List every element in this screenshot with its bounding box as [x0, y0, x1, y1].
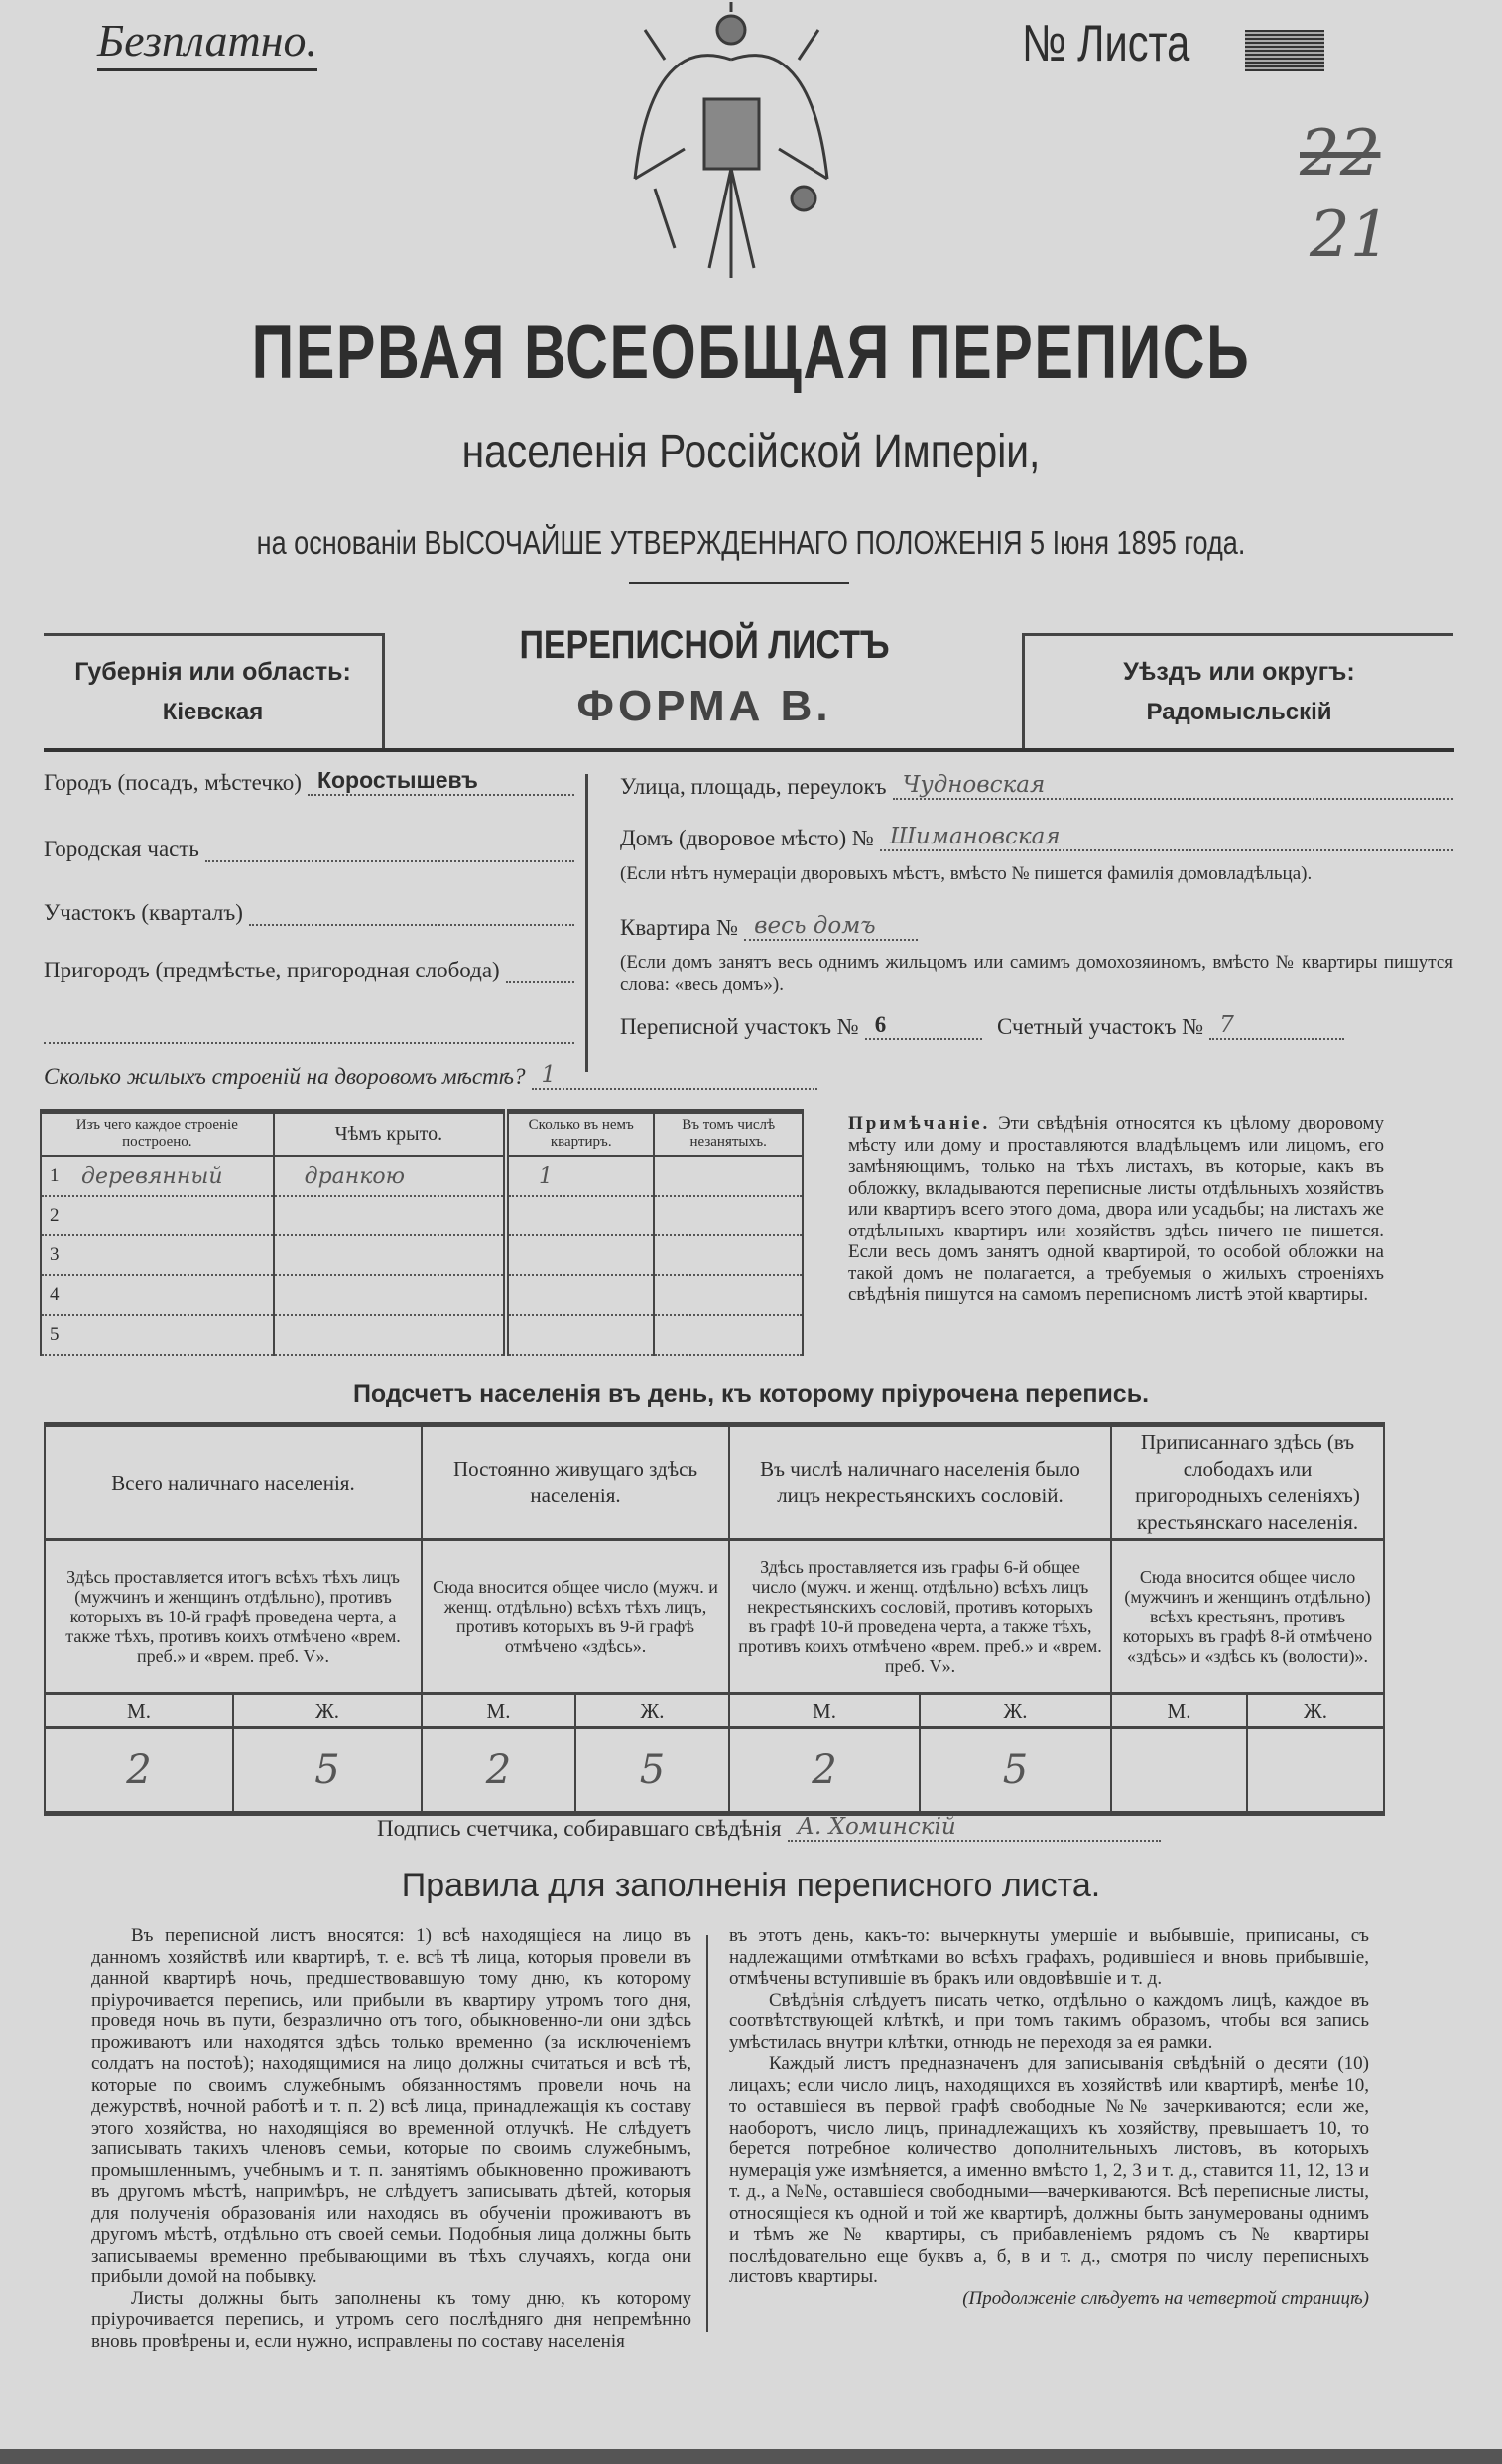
street-field[interactable] — [620, 774, 1453, 800]
building-material-value — [42, 1283, 81, 1308]
apartment-field[interactable] — [620, 915, 918, 941]
apartments-count[interactable] — [506, 1275, 654, 1315]
building-material[interactable] — [41, 1275, 274, 1315]
house-value: Шимановская — [889, 824, 1061, 849]
female-count[interactable] — [1247, 1728, 1384, 1814]
city-district-label: Городская часть — [44, 837, 199, 861]
rules-left-column — [91, 1925, 691, 2352]
male-count[interactable] — [1111, 1728, 1247, 1814]
rules-paragraph: Въ переписной листъ вносятся: 1) всѣ находящіеся на лицо въ данномъ хозяйствѣ или квартирѣ, т. е. всѣ тѣ лица, которыя провели въ данной квартирѣ ночь, предшествовавшую тому дню, къ которому пріурочивается перепись, или прибыли въ квартиру утромъ того дня, проведя ночь въ пути, безразлично отъ того, обыкновенно-ли они здѣсь проживаютъ или находятся здѣсь только временно (за исключеніемъ солдатъ на постоѣ); находящимися на лицо должны считаться и всѣ тѣ, которые по своимъ служебнымъ обязанностямъ провели ночь на дежурствѣ, ночной работѣ и т. п. 2) всѣ лица, принадлежащія къ составу этого хозяйства, но находящіяся во временной отлучкѣ. Не слѣдуетъ записывать такихъ членовъ семьи, которые по своимъ служебнымъ, промышленнымъ, учебнымъ и т. п. занятіямъ обыкновенно проживаютъ въ другомъ мѣстѣ, напримѣръ, не слѣдуетъ записывать дѣтей, которыя для полученія образованія или находясь въ обученіи проживаютъ въ другомъ мѣстѣ, отдѣльно отъ своей семьи. Подобныя лица должны быть записываемы временно пребывающими въ тѣхъ случаяхъ, когда они прибыли домой на побывку. — [91, 1925, 691, 2287]
row-number: 3 — [50, 1243, 60, 1265]
building-material[interactable] — [41, 1315, 274, 1355]
female-header: Ж. — [920, 1694, 1111, 1728]
city-value: Коростышевъ — [316, 767, 478, 793]
gubernia-box — [44, 633, 385, 748]
male-header: М. — [729, 1694, 920, 1728]
imperial-eagle-emblem — [605, 0, 858, 288]
building-material[interactable] — [41, 1156, 274, 1196]
male-header: М. — [45, 1694, 233, 1728]
street-value: Чудновская — [902, 772, 1046, 798]
sheet-number-value: 21 — [1310, 198, 1391, 272]
house-note: (Если нѣтъ нумераціи дворовыхъ мѣстъ, вмѣсто № пишется фамилія домовладѣльца). — [620, 863, 1313, 884]
vacant-count-value — [655, 1283, 685, 1308]
buildings-table — [40, 1109, 804, 1356]
signature-value: А. Хоминскій — [797, 1814, 956, 1840]
group-header: Въ числѣ наличнаго населенія было лицъ некрестьянскихъ сословій. — [729, 1425, 1111, 1540]
row-number: 5 — [50, 1323, 60, 1345]
group-header: Всего наличнаго населенія. — [45, 1425, 422, 1540]
free-of-charge-label: Безплатно. — [97, 14, 317, 71]
building-material[interactable] — [41, 1235, 274, 1275]
building-material[interactable] — [41, 1196, 274, 1235]
rules-paragraph: Свѣдѣнія слѣдуетъ писать четко, отдѣльно о каждомъ лицѣ, каждое въ соотвѣтствующей клѣткѣ, и при томъ такимъ образомъ, чтобы вся запись умѣстилась внутри клѣтки, отнюдь не переходя за ея рамки. — [729, 1989, 1369, 2053]
apartment-label: Квартира № — [620, 915, 739, 940]
male-header: М. — [422, 1694, 575, 1728]
apartment-note: (Если домъ занятъ весь однимъ жильцомъ или самимъ домохозяиномъ, вмѣсто № квартиры пишутся слова: «весь домъ»). — [620, 952, 1453, 995]
group-description: Сюда вносится общее число (мужчинъ и женщинъ отдѣльно) всѣхъ крестьянъ, противъ которыхъ въ графѣ 8-й отмѣчено «здѣсь» и «здѣсь къ (волости)». — [1111, 1540, 1384, 1694]
female-count[interactable]: 5 — [233, 1728, 422, 1814]
rules-paragraph: въ этотъ день, какъ-то: вычеркнуты умершіе и выбывшіе, приписаны, съ надлежащими отмѣтками во всѣхъ графахъ, родившіеся и вновь прибывшіе, отмѣчены вступившіе въ бракъ или овдовѣвшіе и т. д. — [729, 1925, 1369, 1989]
uezd-box — [1022, 633, 1453, 748]
gubernia-label: Губернія или область: — [74, 658, 351, 686]
vacant-count[interactable] — [654, 1235, 803, 1275]
apartments-count-value — [509, 1204, 539, 1229]
divider — [629, 582, 849, 584]
roof-material-value — [275, 1323, 305, 1348]
census-district-value: 6 — [874, 1012, 887, 1037]
count-district-label: Счетный участокъ № — [997, 1014, 1204, 1039]
vacant-count[interactable] — [654, 1156, 803, 1196]
building-material-value: деревянный — [81, 1163, 223, 1189]
roof-material[interactable] — [274, 1196, 506, 1235]
sheet-number-struck: 22 — [1300, 117, 1381, 191]
column-header: Въ томъ числѣ незанятыхъ. — [654, 1112, 803, 1156]
census-basis: на основаніи ВЫСОЧАЙШЕ УТВЕРЖДЕННАГО ПОЛОЖЕНІЯ 5 Іюня 1895 года. — [256, 524, 1246, 561]
group-header: Постоянно живущаго здѣсь населенія. — [422, 1425, 729, 1540]
apartments-count-value: 1 — [539, 1163, 553, 1189]
page-edge — [0, 2449, 1502, 2464]
rules-title: Правила для заполненія переписного листа. — [401, 1867, 1101, 1904]
quarter-field[interactable] — [44, 900, 574, 926]
house-field[interactable] — [620, 826, 1453, 851]
row-number: 2 — [50, 1204, 60, 1226]
group-header: Приписаннаго здѣсь (въ слободахъ или пригородныхъ селеніяхъ) крестьянскаго населенія. — [1111, 1425, 1384, 1540]
divider — [706, 1935, 708, 2332]
uezd-label: Уѣздъ или округъ: — [1123, 658, 1355, 686]
city-district-field[interactable] — [44, 837, 574, 862]
note-text: Эти свѣдѣнія относятся къ цѣлому дворовому мѣсту или дому и проставляются владѣльцемъ или лицомъ, его замѣняющимъ, только на тѣхъ листахъ, въ которые, какъ въ обложку, вкладываются переписные листы отдѣльныхъ хозяйствъ или квартиръ всего этого дома, двора или усадьбы; на листахъ же отдѣльныхъ квартиръ или хозяйствъ здѣсь ничего не пишется. Если весь домъ занятъ одной квартирой, то особой обложки на такой домъ не полагается, а требуемыя о жилыхъ строеніяхъ свѣдѣнія пишутся на самомъ переписномъ листѣ этой квартиры. — [848, 1113, 1384, 1305]
rules-right-column — [729, 1925, 1369, 2309]
vacant-count[interactable] — [654, 1275, 803, 1315]
population-table — [44, 1422, 1385, 1816]
group-description: Здѣсь проставляется итогъ всѣхъ тѣхъ лицъ (мужчинъ и женщинъ отдѣльно), противъ которыхъ въ 10-й графѣ проведена черта, а также тѣхъ, противъ коихъ отмѣчено «врем. преб.» и «врем. преб. V». — [45, 1540, 422, 1694]
house-label: Домъ (дворовое мѣсто) № — [620, 826, 874, 850]
continued-note: (Продолженіе слѣдуетъ на четвертой страницѣ) — [962, 2287, 1369, 2309]
roof-material[interactable] — [274, 1275, 506, 1315]
roof-material-value — [275, 1243, 305, 1268]
building-material-value — [42, 1323, 81, 1348]
roof-material-value: дранкою — [304, 1163, 406, 1189]
apartment-value: весь домъ — [754, 913, 876, 939]
female-header: Ж. — [575, 1694, 729, 1728]
column-header: Изъ чего каждое строеніе построено. — [41, 1112, 274, 1156]
divider — [44, 748, 1454, 752]
female-count[interactable]: 5 — [920, 1728, 1111, 1814]
quarter-label: Участокъ (кварталъ) — [44, 900, 243, 925]
vacant-count-value — [655, 1243, 685, 1268]
row-number: 4 — [50, 1283, 60, 1305]
female-count[interactable]: 5 — [575, 1728, 729, 1814]
street-label: Улица, площадь, переулокъ — [620, 774, 887, 799]
apartments-count-value — [509, 1323, 539, 1348]
buildings-answer: 1 — [541, 1062, 557, 1088]
male-count[interactable]: 2 — [729, 1728, 920, 1814]
group-description: Здѣсь проставляется изъ графы 6-й общее число (мужч. и женщ. отдѣльно) всѣхъ лицъ некрестьянскихъ сословій, противъ которыхъ въ графѣ 10-й проведена черта, а также тѣхъ, противъ коихъ отмѣчено «врем. преб.» и «врем. преб. V». — [729, 1540, 1111, 1694]
gubernia-value: Кіевская — [162, 699, 264, 725]
apartments-count-value — [509, 1283, 539, 1308]
rules-paragraph: Листы должны быть заполнены къ тому дню, къ которому пріурочивается перепись, и утромъ сего послѣдняго дня непремѣнно вновь провѣрены и, если нужно, исправлены по составу населенія — [91, 2287, 691, 2352]
suburb-field[interactable] — [44, 958, 574, 983]
male-count[interactable]: 2 — [45, 1728, 233, 1814]
divider — [585, 774, 588, 1072]
city-label: Городъ (посадъ, мѣстечко) — [44, 770, 302, 795]
table-row — [41, 1235, 803, 1275]
census-title: ПЕРВАЯ ВСЕОБЩАЯ ПЕРЕПИСЬ — [251, 311, 1251, 395]
female-header: Ж. — [233, 1694, 422, 1728]
column-header: Сколько въ немъ квартиръ. — [506, 1112, 654, 1156]
apartments-count[interactable] — [506, 1315, 654, 1355]
form-name: ФОРМА В. — [576, 682, 832, 730]
roof-material[interactable] — [274, 1315, 506, 1355]
table-row — [41, 1156, 803, 1196]
uezd-value: Радомысльскій — [1146, 699, 1332, 725]
male-count[interactable]: 2 — [422, 1728, 575, 1814]
roof-material-value — [275, 1283, 305, 1308]
vacant-count-value — [655, 1323, 685, 1348]
apartments-count[interactable] — [506, 1196, 654, 1235]
group-description: Сюда вносится общее число (мужч. и женщ. отдѣльно) всѣхъ тѣхъ лицъ, противъ которыхъ въ 9-й графѣ отмѣчено «здѣсь». — [422, 1540, 729, 1694]
sheet-number-blot — [1245, 30, 1324, 71]
sheet-number-label: № Листа — [1022, 15, 1190, 72]
row-number: 1 — [50, 1164, 60, 1186]
census-district-field[interactable] — [620, 1014, 982, 1040]
vacant-count[interactable] — [654, 1315, 803, 1355]
form-title: ПЕРЕПИСНОЙ ЛИСТЪ — [519, 623, 890, 667]
buildings-question: Сколько жилыхъ строеній на дворовомъ мѣстѣ? — [44, 1064, 526, 1089]
building-material-value — [42, 1204, 81, 1229]
apartments-count-value — [509, 1243, 539, 1268]
signature-label: Подпись счетчика, собиравшаго свѣдѣнія — [377, 1816, 782, 1841]
buildings-count-field[interactable] — [44, 1064, 817, 1090]
roof-material[interactable] — [274, 1156, 506, 1196]
vacant-count-value — [655, 1204, 685, 1229]
table-row — [41, 1196, 803, 1235]
suburb-label: Пригородъ (предмѣстье, пригородная слобода) — [44, 958, 500, 982]
table-row — [41, 1275, 803, 1315]
roof-material-value — [275, 1204, 305, 1229]
column-header: Чѣмъ крыто. — [274, 1112, 506, 1156]
female-header: Ж. — [1247, 1694, 1384, 1728]
male-header: М. — [1111, 1694, 1247, 1728]
population-title: Подсчетъ населенія въ день, къ которому пріурочена перепись. — [352, 1380, 1150, 1408]
enumerator-signature-field[interactable] — [377, 1816, 1161, 1842]
apartments-count[interactable] — [506, 1235, 654, 1275]
vacant-count-value — [655, 1164, 685, 1189]
count-district-value: 7 — [1219, 1012, 1234, 1038]
buildings-note — [848, 1113, 1384, 1306]
form-title-block — [397, 623, 1012, 731]
roof-material[interactable] — [274, 1235, 506, 1275]
census-subtitle: населенія Россійской Имперіи, — [461, 426, 1041, 478]
vacant-count[interactable] — [654, 1196, 803, 1235]
rules-paragraph: Каждый листъ предназначенъ для записыванія свѣдѣній о десяти (10) лицахъ; если число лицъ, находящихся въ хозяйствѣ или квартирѣ, менѣе 10, то оставшіеся въ первой графѣ свободные №№ зачеркиваются; если же, наоборотъ, число лицъ, принадлежащихъ къ хозяйству, превышаетъ 10, то берется потребное количество дополнительныхъ листовъ, въ которыхъ нумерація уже измѣняется, а именно вмѣсто 1, 2, 3 и т. д., ставится 11, 12, 13 и т. д., а №№, оставшіеся свободными—вачеркиваются. Всѣ переписные листы, относящіеся къ одной и той же квартирѣ, должны быть занумерованы однимъ и тѣмъ же № квартиры, съ прибавленіемъ рядомъ съ № квартиры послѣдовательно еще буквъ а, б, в и т. д., смотря по числу переписныхъ листовъ квартиры. — [729, 2053, 1369, 2287]
census-district-label: Переписной участокъ № — [620, 1014, 859, 1039]
note-label: Примѣчаніе. — [848, 1113, 991, 1134]
building-material-value — [42, 1243, 81, 1268]
city-field[interactable] — [44, 767, 574, 796]
table-row — [41, 1315, 803, 1355]
count-district-field[interactable] — [997, 1014, 1344, 1040]
apartments-count[interactable] — [506, 1156, 654, 1196]
blank-line — [44, 1042, 574, 1044]
